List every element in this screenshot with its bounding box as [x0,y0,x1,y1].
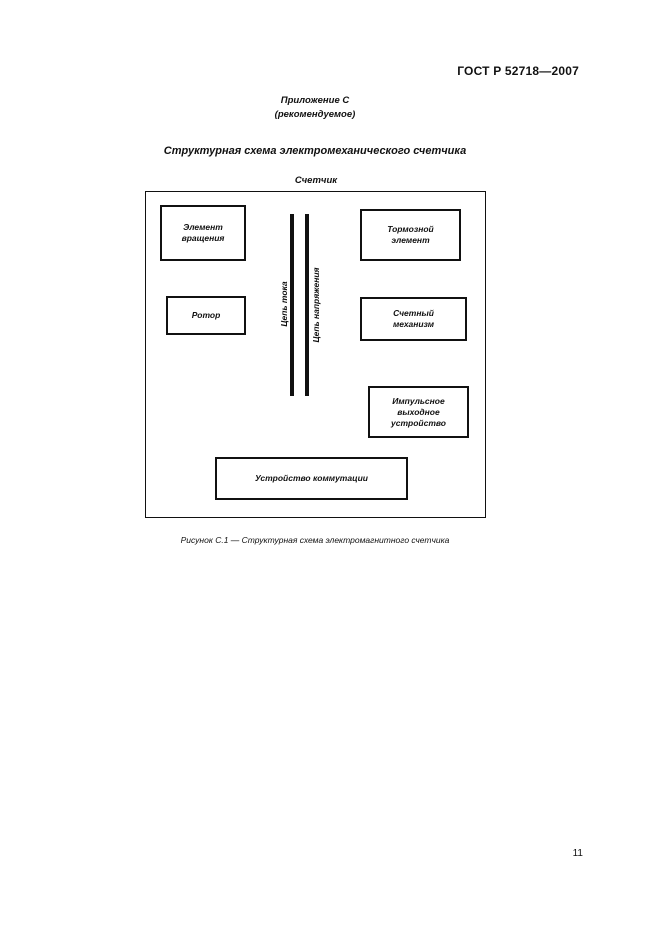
block-pulse-output-device: Импульсное выходное устройство [368,386,469,438]
block-rotation-element: Элемент вращения [160,205,246,261]
annex-status: (рекомендуемое) [274,109,356,120]
section-heading: Структурная схема электромеханического счетчика [163,145,467,157]
annex-title: Приложение С [280,95,350,106]
voltage-circuit-line [305,214,309,396]
block-counting-mechanism: Счетный механизм [360,297,467,341]
voltage-circuit-label: Цепь напряжения [311,267,321,343]
diagram-caption: Счетчик [294,175,338,186]
block-rotor: Ротор [166,296,246,335]
annex-heading [0,94,630,122]
page-number: 11 [572,848,583,859]
document-code: ГОСТ Р 52718—2007 [457,64,579,78]
block-switching-device: Устройство коммутации [215,457,408,500]
figure-caption: Рисунок С.1 — Структурная схема электромагнитного счетчика [180,535,450,545]
block-braking-element: Тормозной элемент [360,209,461,261]
current-circuit-label: Цепь тока [279,281,289,327]
